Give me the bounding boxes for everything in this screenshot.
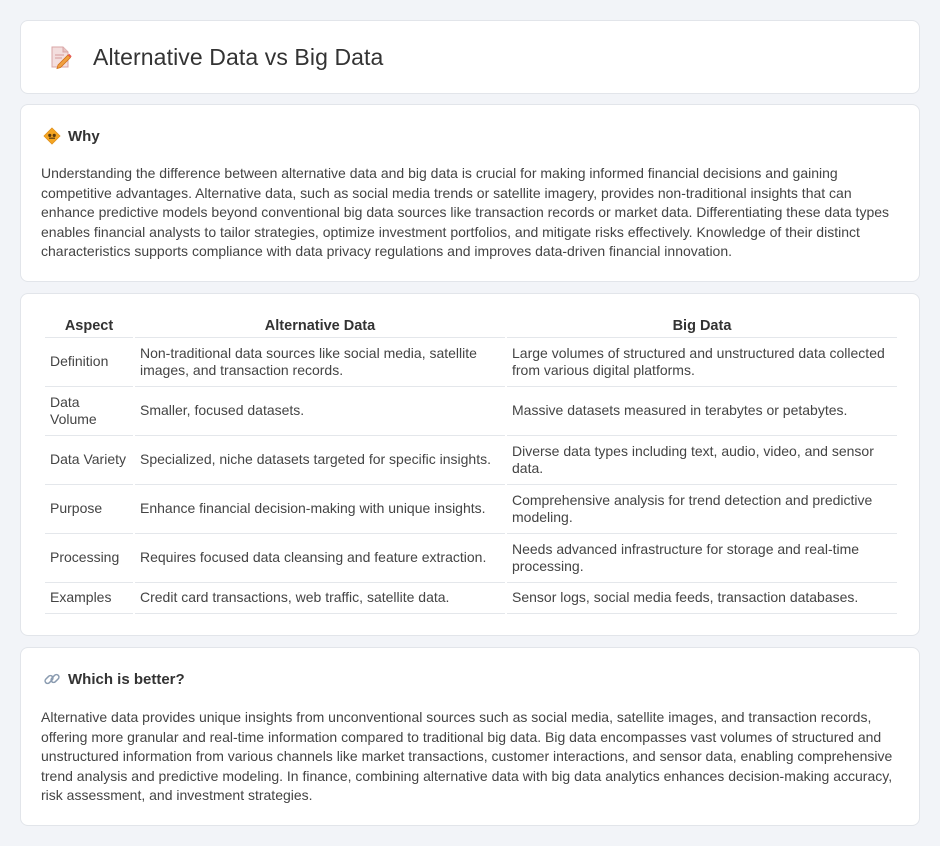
aspect-cell: Data Volume	[45, 387, 133, 436]
alternative-cell: Non-traditional data sources like social media, satellite images, and transaction records.	[135, 338, 505, 387]
table-row	[45, 583, 897, 614]
better-title: Which is better?	[68, 670, 185, 688]
alternative-cell: Specialized, niche datasets targeted for specific insights.	[135, 436, 505, 485]
header-alternative-data: Alternative Data	[135, 316, 505, 338]
bigdata-cell: Large volumes of structured and unstructured data collected from various digital platforms.	[507, 338, 897, 387]
bigdata-cell: Sensor logs, social media feeds, transaction databases.	[507, 583, 897, 614]
bigdata-cell: Diverse data types including text, audio, video, and sensor data.	[507, 436, 897, 485]
alternative-cell: Requires focused data cleansing and feature extraction.	[135, 534, 505, 583]
document-pencil-icon	[47, 44, 73, 70]
better-heading	[43, 670, 185, 688]
header-big-data: Big Data	[507, 316, 897, 338]
table-header-row	[45, 316, 897, 338]
header-aspect: Aspect	[45, 316, 133, 338]
aspect-cell: Purpose	[45, 485, 133, 534]
bigdata-cell: Needs advanced infrastructure for storage and real-time processing.	[507, 534, 897, 583]
table-row	[45, 387, 897, 436]
aspect-cell: Processing	[45, 534, 133, 583]
alternative-cell: Enhance financial decision-making with unique insights.	[135, 485, 505, 534]
aspect-cell: Data Variety	[45, 436, 133, 485]
title-card	[20, 20, 920, 94]
why-title: Why	[68, 127, 100, 145]
table-row	[45, 338, 897, 387]
bigdata-cell: Comprehensive analysis for trend detection and predictive modeling.	[507, 485, 897, 534]
link-icon	[43, 670, 61, 688]
why-heading	[43, 127, 100, 145]
alternative-cell: Smaller, focused datasets.	[135, 387, 505, 436]
table-row	[45, 485, 897, 534]
aspect-cell: Definition	[45, 338, 133, 387]
which-is-better-section	[20, 647, 920, 826]
bigdata-cell: Massive datasets measured in terabytes or petabytes.	[507, 387, 897, 436]
why-section	[20, 104, 920, 282]
comparison-card	[20, 293, 920, 636]
alternative-cell: Credit card transactions, web traffic, satellite data.	[135, 583, 505, 614]
table-row	[45, 436, 897, 485]
aspect-cell: Examples	[45, 583, 133, 614]
diamond-warning-icon	[43, 127, 61, 145]
why-text: Understanding the difference between alternative data and big data is crucial for making informed financial decisions and gaining competitive advantages. Alternative data, such as social media trends or satellite imagery, provides non-traditional insights that can enhance predictive models beyond conventional big data sources like transaction records or market data. Differentiating these data types enables financial analysts to tailor strategies, optimize investment portfolios, and mitigate risks effectively. Knowledge of their distinct characteristics supports compliance with data privacy regulations and improves data-driven financial innovation.	[41, 165, 890, 260]
comparison-table	[43, 316, 899, 614]
table-row	[45, 534, 897, 583]
better-text: Alternative data provides unique insights from unconventional sources such as social media, satellite images, and transaction records, offering more granular and real-time information compared to traditional big data. Big data encompasses vast volumes of structured and unstructured information from various channels like market transactions, customer interactions, and sensor data, enabling comprehensive trend analysis and predictive modeling. In finance, combining alternative data with big data analytics enhances decision-making accuracy, risk assessment, and investment strategies.	[41, 709, 893, 804]
page-title: Alternative Data vs Big Data	[93, 43, 384, 70]
